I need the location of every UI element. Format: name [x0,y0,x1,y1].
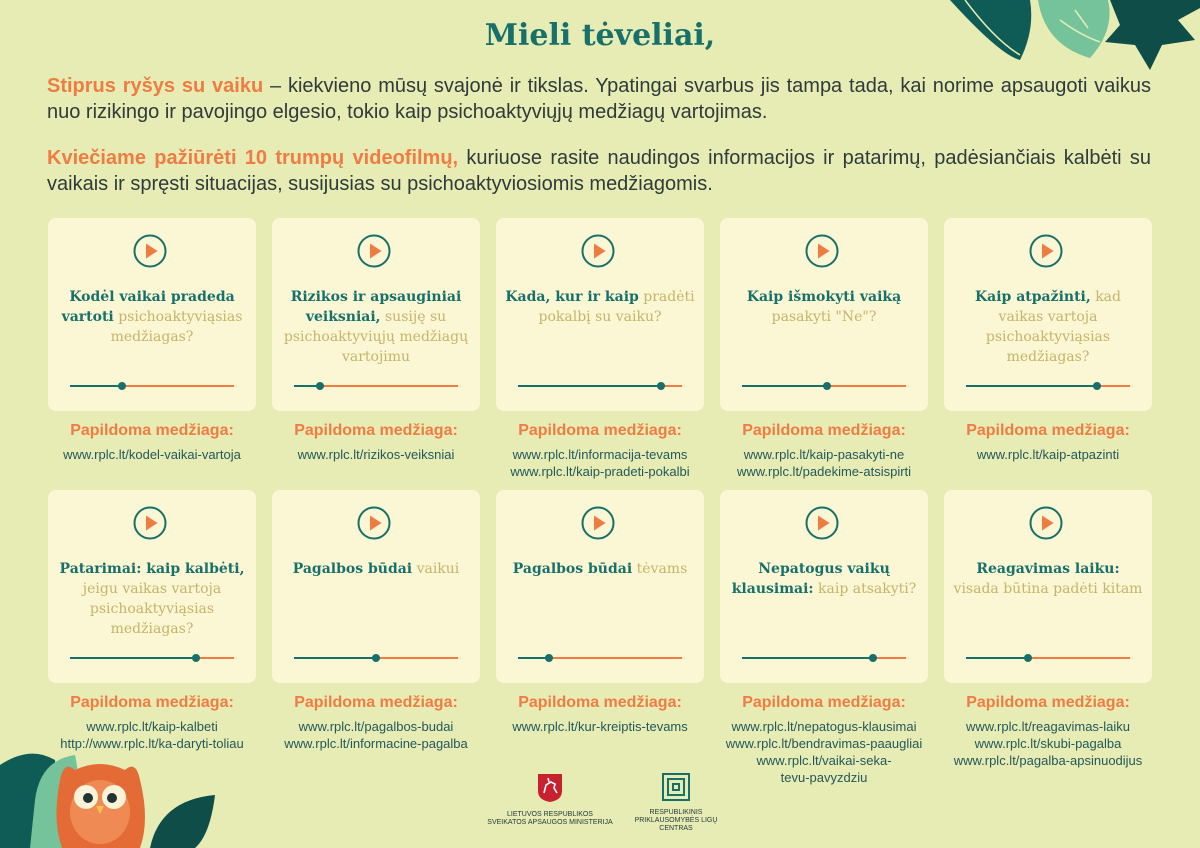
resource-link[interactable]: www.rplc.lt/reagavimas-laiku [966,719,1130,734]
play-icon[interactable] [133,234,167,268]
video-progress-bar[interactable] [742,655,906,661]
additional-material [488,693,712,735]
resource-link[interactable]: www.rplc.lt/nepatogus-klausimai [731,719,917,734]
intro-text-2: kuriuose rasite naudingos informacijos ir patarimų, padėsiančiais kalbėti su vaikais ir spręsti situacijas, susijusias su psichoaktyviosiomis medžiagomis. [47,147,1152,195]
play-icon[interactable] [805,234,839,268]
progress-played [70,385,122,387]
resource-link[interactable]: tevu-pavyzdziu [780,770,868,785]
video-title-secondary: visada būtina padėti kitam [953,581,1143,597]
intro-highlight-2: Kviečiame pažiūrėti 10 trumpų videofilmų, [47,147,459,169]
video-title-secondary: psichoaktyviąsias medžiagas? [110,309,243,345]
video-progress-bar[interactable] [966,383,1130,389]
additional-material-label: Papildoma medžiaga: [966,694,1130,711]
video-title-primary: Rizikos ir apsauginiai veiksniai, [290,289,462,325]
additional-material [488,421,712,480]
progress-remaining [1028,657,1130,659]
video-progress-bar[interactable] [70,383,234,389]
progress-knob[interactable] [118,382,126,390]
centre-name-line-2: PRIKLAUSOMYBĖS LIGŲ [634,817,718,824]
progress-remaining [1097,385,1130,387]
additional-material-label: Papildoma medžiaga: [518,422,682,439]
additional-material-label: Papildoma medžiaga: [966,422,1130,439]
video-progress-bar[interactable] [742,383,906,389]
additional-material [40,421,264,463]
resource-link[interactable]: www.rplc.lt/rizikos-veiksniai [297,447,455,462]
video-progress-bar[interactable] [518,655,682,661]
resource-link[interactable]: www.rplc.lt/pagalbos-budai [298,719,454,734]
progress-remaining [827,385,906,387]
progress-played [742,385,827,387]
centre-logo [630,773,722,833]
centre-maze-icon [662,773,690,801]
additional-material [264,693,488,752]
additional-material-label: Papildoma medžiaga: [70,422,234,439]
lithuania-coat-of-arms-icon [537,773,563,803]
play-icon[interactable] [133,506,167,540]
progress-played [966,657,1028,659]
intro-text-1: – kiekvieno mūsų svajonė ir tikslas. Ypatingai svarbus jis tampa tada, kai norime apsaugoti vaikus nuo rizikingo ir pavojingo elgesio, tokio kaip psichoaktyviųjų medžiagų vartojimas. [47,75,1151,123]
resource-link[interactable]: http://www.rplc.lt/ka-daryti-toliau [60,736,244,751]
play-icon[interactable] [581,234,615,268]
video-card[interactable] [48,490,256,683]
resource-link[interactable]: www.rplc.lt/bendravimas-paaugliai [725,736,923,751]
video-card[interactable] [496,490,704,683]
progress-remaining [122,385,234,387]
progress-played [294,657,376,659]
progress-remaining [320,385,458,387]
resource-link[interactable]: www.rplc.lt/kaip-pradeti-pokalbi [510,464,690,479]
video-title [952,559,1144,599]
play-icon[interactable] [357,234,391,268]
resource-link[interactable]: www.rplc.lt/kaip-pasakyti-ne [743,447,905,462]
progress-knob[interactable] [192,654,200,662]
video-title-primary: Kodėl vaikai pradeda vartoti [61,289,235,325]
intro-paragraph-1 [47,73,1151,125]
video-title-secondary: jeigu vaikas vartoja psichoaktyviąsias medžiagas? [82,581,222,637]
play-icon[interactable] [805,506,839,540]
video-title-secondary: kaip atsakyti? [818,581,917,597]
play-icon[interactable] [581,506,615,540]
video-progress-bar[interactable] [294,383,458,389]
video-title-secondary: pasakyti "Ne"? [771,309,877,325]
video-title [56,287,248,347]
ministry-name-line-2: SVEIKATOS APSAUGOS MINISTERIJA [487,819,613,826]
video-progress-bar[interactable] [294,655,458,661]
intro-highlight-1: Stiprus ryšys su vaiku [47,75,264,97]
additional-material [936,693,1160,769]
video-card[interactable] [720,218,928,411]
video-title [728,287,920,327]
additional-material-label: Papildoma medžiaga: [742,422,906,439]
additional-material-label: Papildoma medžiaga: [70,694,234,711]
progress-remaining [376,657,458,659]
additional-material [712,693,936,786]
video-title-primary: Kada, kur ir kaip [505,289,639,305]
video-card[interactable] [272,490,480,683]
ministry-name-line-1: LIETUVOS RESPUBLIKOS [507,811,593,818]
video-card[interactable] [944,490,1152,683]
video-title-secondary: susiję su psichoaktyviųjų medžiagų vartojimu [283,309,469,365]
video-title-primary: Kaip išmokyti vaiką [746,289,902,305]
video-title-secondary: pradėti pokalbį su vaiku? [538,289,695,325]
progress-knob[interactable] [657,382,665,390]
centre-name-line-1: RESPUBLIKINIS [649,809,703,816]
progress-knob[interactable] [372,654,380,662]
resource-link[interactable]: www.rplc.lt/kaip-atpazinti [976,447,1120,462]
video-title-primary: Pagalbos būdai [292,561,413,577]
progress-knob[interactable] [316,382,324,390]
play-icon[interactable] [1029,234,1063,268]
video-title-primary: Patarimai: kaip kalbėti, [59,561,245,577]
additional-material [712,421,936,480]
video-title-primary: Pagalbos būdai [512,561,633,577]
video-title-primary: Reagavimas laiku: [976,561,1120,577]
video-progress-bar[interactable] [518,383,682,389]
play-icon[interactable] [357,506,391,540]
progress-played [742,657,873,659]
video-card[interactable] [48,218,256,411]
resource-link[interactable]: www.rplc.lt/informacija-tevams [512,447,688,462]
video-card[interactable] [272,218,480,411]
video-progress-bar[interactable] [966,655,1130,661]
resource-link[interactable]: www.rplc.lt/padekime-atsispirti [736,464,912,479]
video-title [728,559,920,599]
progress-knob[interactable] [823,382,831,390]
video-title-primary: Kaip atpažinti, [975,289,1091,305]
progress-remaining [549,657,682,659]
additional-material-label: Papildoma medžiaga: [294,694,458,711]
progress-played [966,385,1097,387]
progress-played [518,385,661,387]
resource-link[interactable]: www.rplc.lt/vaikai-seka- [756,753,892,768]
video-title [56,559,248,639]
video-title-secondary: kad vaikas vartoja psichoaktyviąsias medžiagas? [985,289,1121,365]
progress-played [70,657,196,659]
additional-material-label: Papildoma medžiaga: [742,694,906,711]
page-title: Mieli tėveliai, [484,18,716,53]
play-icon[interactable] [1029,506,1063,540]
ministry-logo [478,773,622,827]
resource-link[interactable]: www.rplc.lt/kur-kreiptis-tevams [512,719,688,734]
video-title-secondary: tėvams [636,561,688,577]
intro-paragraph-2 [47,145,1151,197]
video-progress-bar[interactable] [70,655,234,661]
resource-link[interactable]: www.rplc.lt/skubi-pagalba [974,736,1122,751]
progress-knob[interactable] [545,654,553,662]
progress-knob[interactable] [1093,382,1101,390]
video-title-primary: Nepatogus vaikų klausimai: [731,561,890,597]
video-card[interactable] [720,490,928,683]
resource-link[interactable]: www.rplc.lt/pagalba-apsinuodijus [953,753,1143,768]
video-title [504,559,696,579]
additional-material [264,421,488,463]
video-title-secondary: vaikui [416,561,460,577]
resource-link[interactable]: www.rplc.lt/kodel-vaikai-vartoja [63,447,241,462]
additional-material-label: Papildoma medžiaga: [294,422,458,439]
progress-remaining [196,657,234,659]
progress-knob[interactable] [869,654,877,662]
resource-link[interactable]: www.rplc.lt/informacine-pagalba [284,736,468,751]
additional-material-label: Papildoma medžiaga: [518,694,682,711]
centre-name-line-3: CENTRAS [659,825,693,832]
resource-link[interactable]: www.rplc.lt/kaip-kalbeti [86,719,218,734]
video-title [504,287,696,327]
progress-knob[interactable] [1024,654,1032,662]
video-title [280,559,472,579]
video-card[interactable] [944,218,1152,411]
additional-material [936,421,1160,463]
video-card[interactable] [496,218,704,411]
owl-mascot-icon [0,740,230,848]
additional-material [40,693,264,752]
progress-remaining [873,657,906,659]
video-title [952,287,1144,367]
video-title [280,287,472,367]
